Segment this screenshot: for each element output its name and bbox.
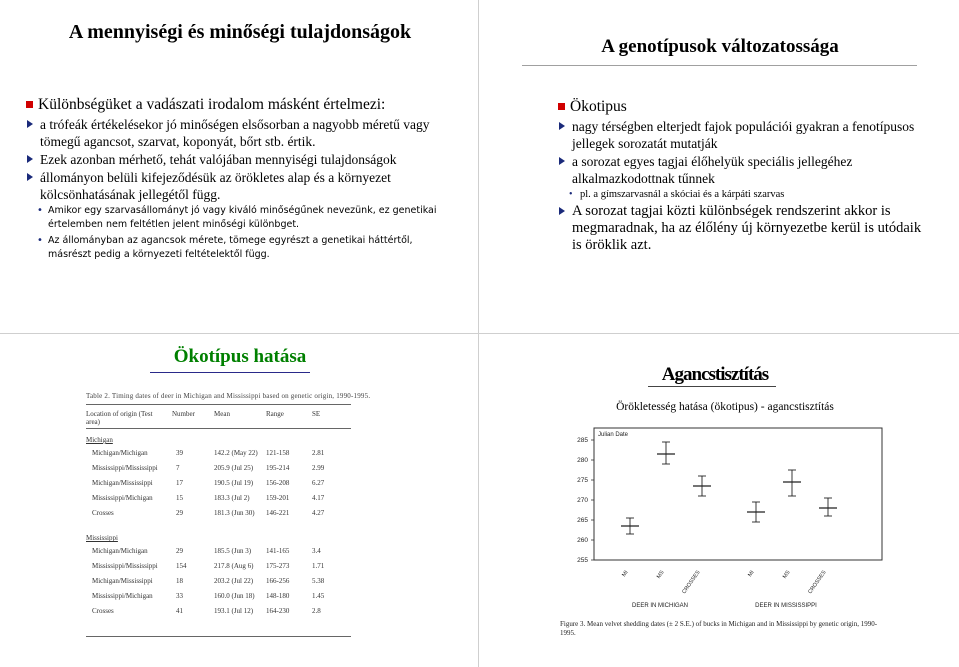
bullet-text: nagy térségben elterjedt fajok populációi gyakran a fenotípusos jellegek sorozatát mutatják bbox=[572, 119, 915, 151]
bullet-level2 bbox=[26, 116, 456, 150]
slide-genotype-variability bbox=[480, 0, 959, 332]
x-tick-label: CROSSES bbox=[807, 569, 828, 596]
triangle-bullet-icon bbox=[559, 122, 565, 130]
table-header-se: SE bbox=[312, 410, 321, 418]
y-tick-label: 255 bbox=[577, 557, 588, 564]
triangle-bullet-icon bbox=[27, 173, 33, 181]
bullet-text: Az állományban az agancsok mérete, tömege egyrészt a genetikai háttértől, másrészt pedig a környezeti feltételektől függ. bbox=[48, 235, 413, 260]
triangle-bullet-icon bbox=[559, 207, 565, 215]
table-header-number: Number bbox=[172, 410, 195, 418]
bullet-text: a sorozat egyes tagjai élőhelyük speciális jellegéhez alkalmazkodottnak tűnnek bbox=[572, 154, 853, 186]
plot-frame bbox=[594, 428, 882, 560]
table-row bbox=[86, 509, 356, 518]
bullet-level1 bbox=[26, 96, 456, 114]
table-cell: Michigan/Mississippi bbox=[92, 577, 153, 585]
bullet-text: Amikor egy szarvasállományt jó vagy kiváló minőségűnek nevezünk, ez genetikai értelemben nem feltétlen jelent minőségi különbget. bbox=[48, 205, 437, 230]
title-underline bbox=[648, 386, 776, 387]
bullet-text: a trófeák értékelésekor jó minőségen elsősorban a nagyobb méretű vagy tömegű agancsot, szarvat, koponyát, bőrt stb. értik. bbox=[40, 117, 430, 149]
bullet-text: Különbségüket a vadászati irodalom másként értelmezi: bbox=[38, 96, 386, 113]
slide-title: A genotípusok változatossága bbox=[601, 36, 839, 57]
table-cell: Mississippi/Mississippi bbox=[92, 562, 158, 570]
table-cell: 181.3 (Jun 30) bbox=[214, 509, 255, 517]
bullet-level2 bbox=[26, 169, 456, 203]
x-tick-label: MS bbox=[781, 569, 792, 580]
table-cell: 164-230 bbox=[266, 607, 290, 615]
bullet-text: A sorozat tagjai közti különbségek rendszerint akkor is megmaradnak, ha az élőlény új környezetbe kerül is utódaik is öröklik azt. bbox=[572, 203, 922, 253]
square-bullet-icon bbox=[26, 101, 33, 108]
table-cell: 2.81 bbox=[312, 449, 325, 457]
bullet-text: Ezek azonban mérhető, tehát valójában mennyiségi tulajdonságok bbox=[40, 152, 397, 167]
slide-title: Agancstisztítás bbox=[661, 364, 769, 385]
table-cell: 217.8 (Aug 6) bbox=[214, 562, 254, 570]
table-row bbox=[86, 577, 356, 586]
bullet-level3 bbox=[36, 234, 456, 262]
y-tick-label: 265 bbox=[577, 517, 588, 524]
table-cell: 159-201 bbox=[266, 494, 290, 502]
bullet-level3 bbox=[36, 204, 456, 232]
y-tick-label: 275 bbox=[577, 477, 588, 484]
table-cell: 203.2 (Jul 22) bbox=[214, 577, 254, 585]
bullet-level2 bbox=[26, 151, 456, 168]
bullet-level2 bbox=[558, 118, 928, 152]
bullet-text: pl. a gímszarvasnál a skóciai és a kárpáti szarvas bbox=[580, 189, 785, 200]
table-cell: 166-256 bbox=[266, 577, 290, 585]
figure-caption: Figure 3. Mean velvet shedding dates (± 2 S.E.) of bucks in Michigan and in Mississippi by genetic origin, 1990-1995. bbox=[560, 620, 878, 637]
table-cell: 148-180 bbox=[266, 592, 290, 600]
table-cell: 4.27 bbox=[312, 509, 325, 517]
table-cell: 29 bbox=[176, 509, 183, 517]
table-cell: 15 bbox=[176, 494, 183, 502]
table-cell: 160.0 (Jun 18) bbox=[214, 592, 255, 600]
x-tick-label: CROSSES bbox=[681, 569, 702, 596]
dot-bullet-icon: • bbox=[37, 235, 43, 246]
table-row bbox=[86, 592, 356, 601]
table-cell: Mississippi/Mississippi bbox=[92, 464, 158, 472]
bullet-level3 bbox=[568, 188, 928, 201]
triangle-bullet-icon bbox=[559, 157, 565, 165]
triangle-bullet-icon bbox=[27, 155, 33, 163]
table-cell: 193.1 (Jul 12) bbox=[214, 607, 254, 615]
table-cell: 195-214 bbox=[266, 464, 290, 472]
table-cell: Crosses bbox=[92, 509, 114, 517]
table-row bbox=[86, 464, 356, 473]
table-group-heading: Mississippi bbox=[86, 534, 118, 542]
y-tick-label: 260 bbox=[577, 537, 588, 544]
square-bullet-icon bbox=[558, 103, 565, 110]
table-header-range: Range bbox=[266, 410, 284, 418]
y-axis-label: Julian Date bbox=[598, 432, 629, 438]
y-tick-label: 285 bbox=[577, 437, 588, 444]
table-cell: 175-273 bbox=[266, 562, 290, 570]
slide-quantitative-qualitative bbox=[0, 0, 478, 332]
triangle-bullet-icon bbox=[27, 120, 33, 128]
bullet-level1 bbox=[558, 98, 928, 116]
slide-subtitle: Örökletesség hatása (ökotipus) - agancstisztítás bbox=[616, 401, 834, 413]
table-cell: 142.2 (May 22) bbox=[214, 449, 258, 457]
group-label: DEER IN MICHIGAN bbox=[631, 603, 689, 609]
slide-ecotype-effect bbox=[0, 334, 478, 667]
table-cell: 2.8 bbox=[312, 607, 321, 615]
slide-body bbox=[558, 98, 928, 255]
table-cell: 190.5 (Jul 19) bbox=[214, 479, 254, 487]
table-caption: Table 2. Timing dates of deer in Michigan and Mississippi based on genetic origin, 1990-1995. bbox=[86, 392, 371, 400]
title-underline bbox=[150, 372, 310, 373]
table-cell: 1.71 bbox=[312, 562, 325, 570]
y-tick-label: 270 bbox=[577, 497, 588, 504]
table-cell: Michigan/Michigan bbox=[92, 449, 148, 457]
y-tick-label: 280 bbox=[577, 457, 588, 464]
bullet-text: Ökotipus bbox=[570, 98, 627, 115]
table-row bbox=[86, 547, 356, 556]
table-cell: Crosses bbox=[92, 607, 114, 615]
table-cell: Michigan/Michigan bbox=[92, 547, 148, 555]
table-rule bbox=[86, 428, 351, 429]
table-row bbox=[86, 494, 356, 503]
table-cell: 29 bbox=[176, 547, 183, 555]
x-tick-label: MI bbox=[747, 569, 756, 579]
bullet-text: állományon belüli kifejeződésük az örökletes alap és a környezet kölcsönhatásának jellegétől függ. bbox=[40, 170, 391, 202]
table-cell: 39 bbox=[176, 449, 183, 457]
bullet-level2 bbox=[558, 203, 928, 254]
table-cell: 141-165 bbox=[266, 547, 290, 555]
table-row bbox=[86, 562, 356, 571]
table-cell: 6.27 bbox=[312, 479, 325, 487]
slide-body bbox=[26, 96, 456, 264]
slide-velvet-shedding bbox=[480, 334, 959, 667]
dot-bullet-icon: • bbox=[569, 189, 573, 200]
table-cell: 146-221 bbox=[266, 509, 290, 517]
dot-bullet-icon: • bbox=[37, 205, 43, 216]
table-cell: 156-208 bbox=[266, 479, 290, 487]
table-cell: 18 bbox=[176, 577, 183, 585]
slide-title: A mennyiségi és minőségi tulajdonságok bbox=[68, 21, 412, 43]
table-cell: 7 bbox=[176, 464, 180, 472]
table-cell: 3.4 bbox=[312, 547, 321, 555]
bullet-level2 bbox=[558, 153, 928, 187]
table-cell: Michigan/Mississippi bbox=[92, 479, 153, 487]
table-cell: 1.45 bbox=[312, 592, 325, 600]
table-cell: 5.38 bbox=[312, 577, 325, 585]
table-row bbox=[86, 479, 356, 488]
group-label: DEER IN MISSISSIPPI bbox=[755, 603, 817, 609]
velvet-shedding-chart bbox=[560, 422, 890, 622]
x-tick-label: MS bbox=[655, 569, 666, 580]
table-cell: 2.99 bbox=[312, 464, 325, 472]
table-cell: 183.3 (Jul 2) bbox=[214, 494, 250, 502]
table-header-mean: Mean bbox=[214, 410, 230, 418]
table-cell: 154 bbox=[176, 562, 187, 570]
table-rule bbox=[86, 404, 351, 405]
table-header-origin: Location of origin (Test area) bbox=[86, 410, 153, 426]
x-tick-label: MI bbox=[621, 569, 630, 579]
table-cell: 185.5 (Jun 3) bbox=[214, 547, 252, 555]
table-cell: 17 bbox=[176, 479, 183, 487]
table-cell: Mississippi/Michigan bbox=[92, 494, 153, 502]
table-cell: 33 bbox=[176, 592, 183, 600]
table-cell: 121-158 bbox=[266, 449, 290, 457]
table-row bbox=[86, 449, 356, 458]
table-group-heading: Michigan bbox=[86, 436, 113, 444]
table-rule-bottom bbox=[86, 636, 351, 637]
table-cell: 41 bbox=[176, 607, 183, 615]
table-cell: Mississippi/Michigan bbox=[92, 592, 153, 600]
table-row bbox=[86, 607, 356, 616]
title-underline bbox=[522, 65, 917, 66]
slide-title: Ökotípus hatása bbox=[173, 346, 307, 367]
table-cell: 205.9 (Jul 25) bbox=[214, 464, 254, 472]
table-cell: 4.17 bbox=[312, 494, 325, 502]
